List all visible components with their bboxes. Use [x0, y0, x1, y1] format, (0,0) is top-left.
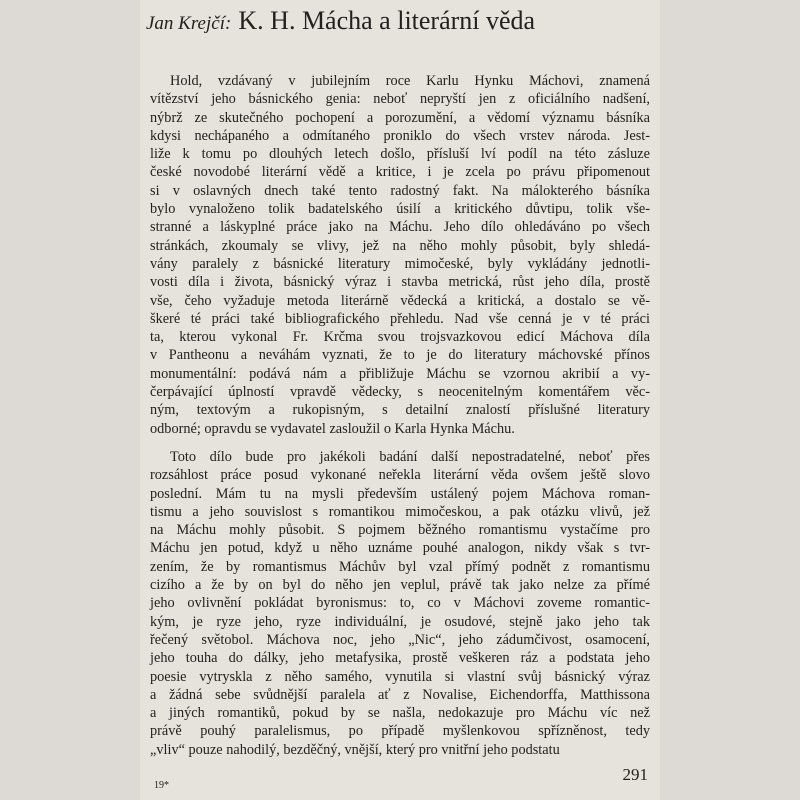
text-line: škeré té práci také bibliografického přehledu. Nad vše cenná je v té práci [150, 310, 650, 327]
text-line: tismu a jeho souvislost s romantikou mimočeskou, a pak otázku vlivů, jež [150, 503, 650, 520]
text-line: v Pantheonu a neváhám vyznati, že to je do literatury máchovské přínos [150, 347, 650, 364]
text-line: české novodobé literární vědě a kritice, i je zcela po právu připomenout [150, 164, 650, 181]
text-line: kdysi nechápaného a odmítaného proniklo do všech vrstev národa. Jest- [150, 127, 650, 144]
text-line: jeho ovlivnění pokládat byronismus: to, co v Máchovi zoveme romantic- [150, 595, 650, 612]
text-line: Máchu jen potud, když u něho uznáme pouhé analogon, nikdy však s tvr- [150, 540, 650, 557]
text-line: cizího a že by on byl do něho jen veplul, právě tak jako nelze za přímé [150, 577, 650, 594]
paragraph [150, 72, 650, 438]
text-line: vše, čeho vyžaduje metoda literárně vědecká a kritická, a dostalo se vě- [150, 292, 650, 309]
text-line: ta, kterou vykonal Fr. Krčma svou trojsvazkovou edicí Máchova díla [150, 329, 650, 346]
text-line: a žádná sebe svůdnější paralela ať z Novalise, Eichendorffa, Matthissona [150, 686, 650, 703]
text-line: právě pouhý paralelismus, po případě myšlenkovou spřízněnost, tedy [150, 723, 650, 740]
page-header [146, 6, 535, 36]
text-line: čerpávající úplností vpravdě vědecky, s neocenitelným komentářem věc- [150, 384, 650, 401]
text-line: poesie vytryskla z něho samého, vynutila si vlastní svůj básnický výraz [150, 668, 650, 685]
text-line: monumentální: podává nám a přibližuje Máchu se vzornou akribií a vy- [150, 365, 650, 382]
text-line: vosti díla i života, básnický výraz i stavba metrická, růst jeho díla, prostě [150, 274, 650, 291]
text-line: nýbrž ze skutečného pochopení a porozumění, a vědomí významu básníka [150, 109, 650, 126]
printer-signature: 19* [154, 780, 169, 791]
text-line: a jiných romantiků, pokud by se našla, nedokazuje pro Máchu víc než [150, 705, 650, 722]
text-line: si v oslavných dnech také tento radostný fakt. Na málokterého básníka [150, 182, 650, 199]
text-line: jeho touha do dálky, jeho metafysika, prostě veškeren ráz a podstata jeho [150, 650, 650, 667]
article-body [150, 72, 650, 769]
text-line: stranné a láskyplné práce jako na Máchu. Jeho dílo ohledáváno po všech [150, 219, 650, 236]
text-line: na Máchu mohly působit. S pojmem běžného romantismu vystačíme pro [150, 522, 650, 539]
text-line: bylo vynaloženo tolik badatelského úsilí a kritického důvtipu, tolik vše- [150, 201, 650, 218]
text-line: vítězství jeho básnického genia: neboť nepryští jen z oficiálního nadšení, [150, 91, 650, 108]
text-line: „vliv“ pouze nahodilý, bezděčný, vnější, který pro vnitřní jeho podstatu [150, 741, 560, 758]
text-line: Hold, vzdávaný v jubilejním roce Karlu Hynku Máchovi, znamená [170, 73, 650, 89]
text-line: kým, je ryze jeho, ryze individuální, je osudové, stejně jako jeho tak [150, 613, 650, 630]
text-line: zením, že by romantismus Máchův byl vzal přímý podnět z romantismu [150, 558, 650, 575]
text-line: poslední. Mám tu na mysli především ustálený pojem Máchova roman- [150, 485, 650, 502]
text-line: liže k tomu po dlouhých letech došlo, přísluší lví podíl na této zásluze [150, 146, 650, 163]
text-line: stránkách, zkoumaly se vlivy, jež na něho mohly působit, byly shledá- [150, 237, 650, 254]
text-line: odborné; opravdu se vydavatel zasloužil o Karla Hynka Máchu. [150, 420, 515, 437]
text-line: ným, textovým a rukopisným, s detailní znalostí příslušné literatury [150, 402, 650, 419]
text-line: Toto dílo bude pro jakékoli badání další nepostradatelné, neboť přes [170, 448, 650, 465]
article-title: K. H. Mácha a literární věda [238, 6, 536, 35]
author-name: Jan Krejčí: [146, 13, 232, 34]
paragraph [150, 448, 650, 759]
text-line: řečený světobol. Máchova noc, jeho „Nic“, jeho zádumčivost, osamocení, [150, 631, 650, 648]
text-line: rozsáhlost práce posud vykonané neřekla literární věda ovšem ještě slovo [150, 467, 650, 484]
text-line: vány paralely z básnické literatury mimočeské, byly vykládány jednotli- [150, 255, 650, 272]
page-number: 291 [622, 765, 648, 784]
book-page [140, 0, 660, 800]
